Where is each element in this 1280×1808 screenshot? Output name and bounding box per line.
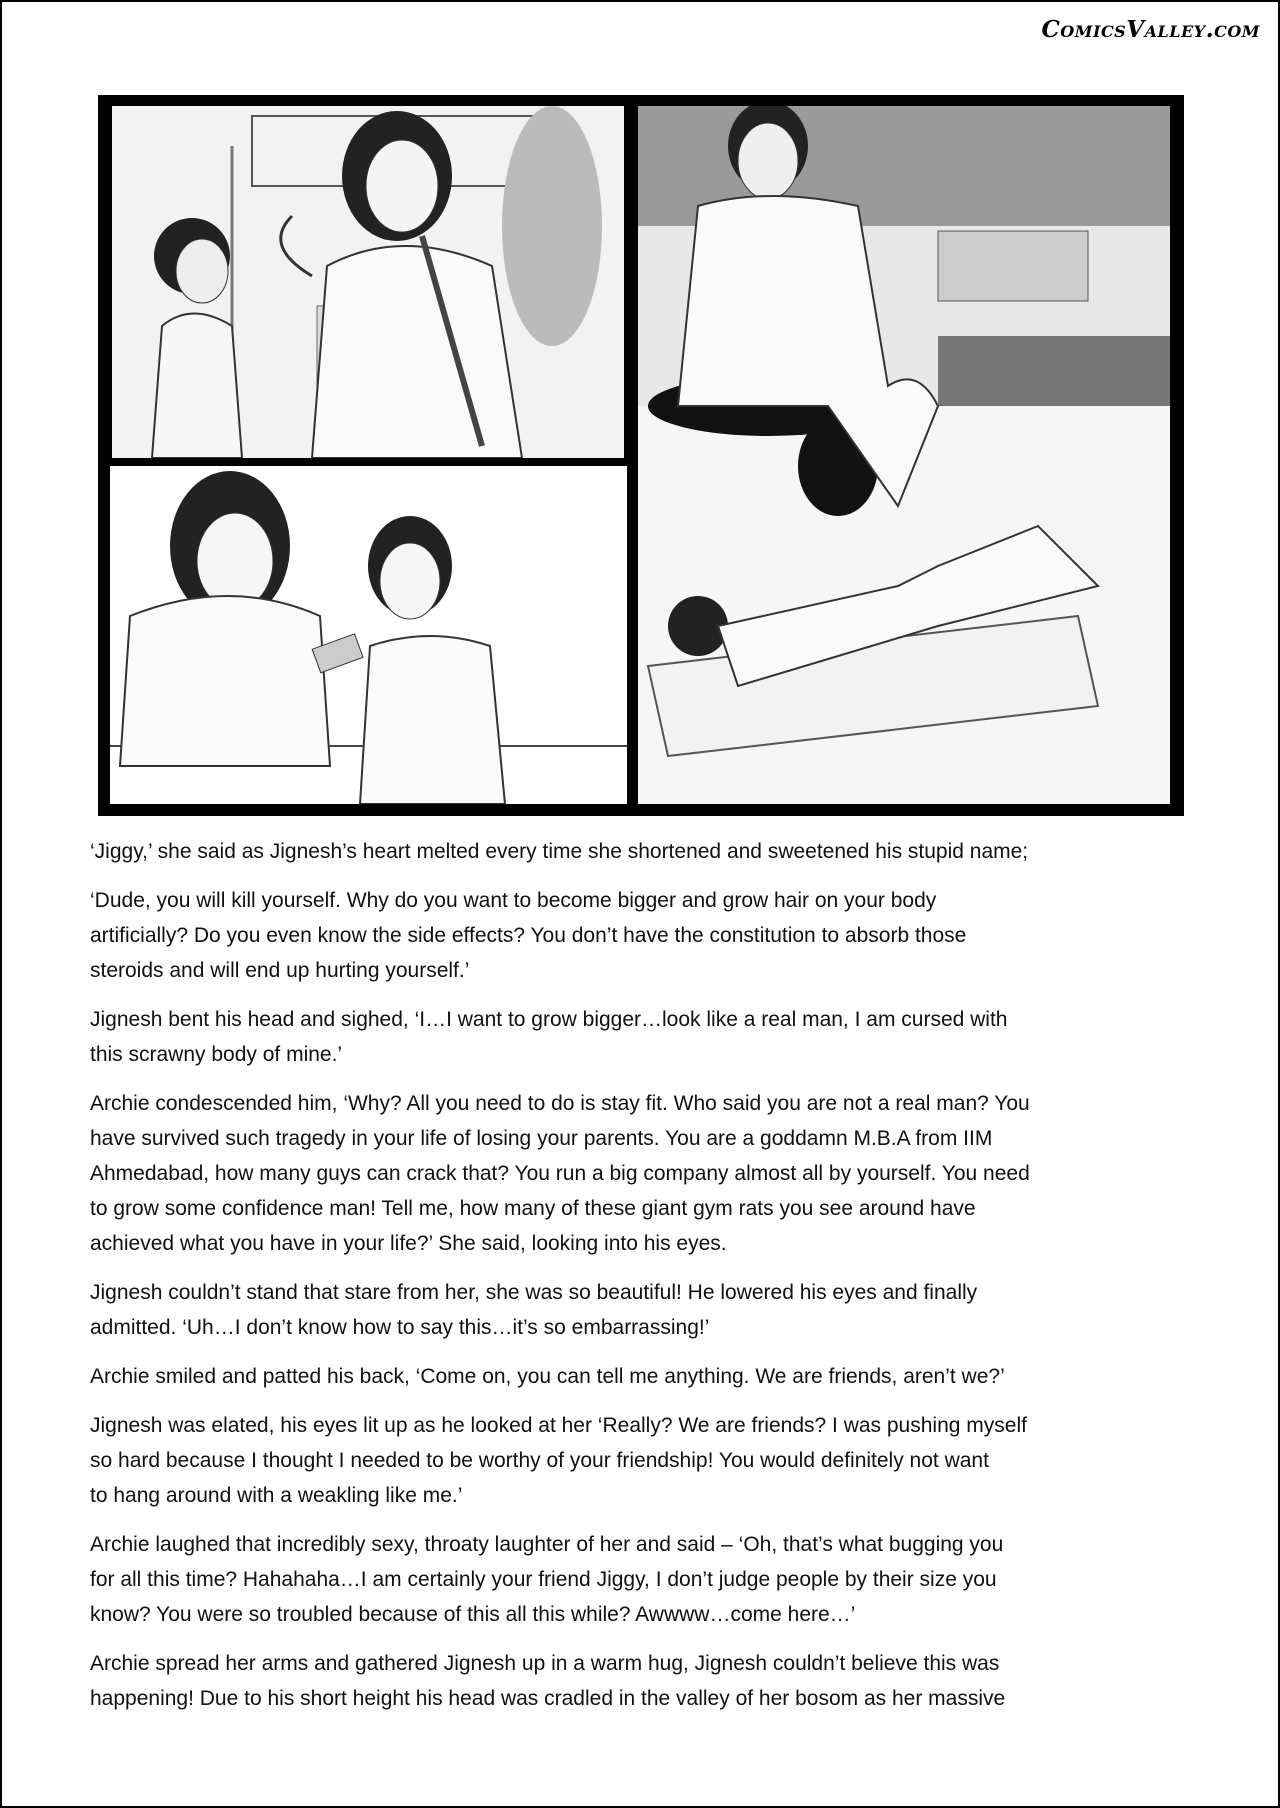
- story-line: achieved what you have in your life?’ She said, looking into his eyes.: [90, 1232, 727, 1255]
- site-logo: ComicsValley.com: [1041, 16, 1260, 43]
- story-line: Archie laughed that incredibly sexy, throaty laughter of her and said – ‘Oh, that’s what bugging you: [90, 1533, 1004, 1556]
- story-line: Jignesh was elated, his eyes lit up as he looked at her ‘Really? We are friends? I was pushing myself: [90, 1414, 1027, 1437]
- story-line: admitted. ‘Uh…I don’t know how to say this…it’s so embarrassing!’: [90, 1316, 710, 1339]
- comic-panel-money-handoff: [110, 466, 627, 804]
- story-line: this scrawny body of mine.’: [90, 1043, 343, 1066]
- story-line: ‘Jiggy,’ she said as Jignesh’s heart melted every time she shortened and sweetened his stupid name;: [90, 840, 1029, 863]
- comic-panel-grid: [98, 95, 1184, 816]
- story-line: Ahmedabad, how many guys can crack that? You run a big company almost all by yourself. You need: [90, 1162, 1030, 1185]
- story-line: steroids and will end up hurting yourself.’: [90, 959, 470, 982]
- story-paragraph: [90, 834, 1250, 869]
- story-line: know? You were so troubled because of this all this while? Awwww…come here…’: [90, 1603, 856, 1626]
- story-line: artificially? Do you even know the side effects? You don’t have the constitution to absorb those: [90, 924, 967, 947]
- story-line: happening! Due to his short height his head was cradled in the valley of her bosom as her massive: [90, 1687, 1006, 1710]
- story-line: Jignesh couldn’t stand that stare from her, she was so beautiful! He lowered his eyes and finally: [90, 1281, 978, 1304]
- story-paragraph: [90, 1275, 1250, 1345]
- story-paragraph: [90, 1408, 1250, 1513]
- story-text: [90, 834, 1250, 1730]
- story-paragraph: [90, 1646, 1250, 1716]
- story-line: to hang around with a weakling like me.’: [90, 1484, 463, 1507]
- story-paragraph: [90, 883, 1250, 988]
- story-line: have survived such tragedy in your life of losing your parents. You are a goddamn M.B.A from IIM: [90, 1127, 993, 1150]
- story-paragraph: [90, 1002, 1250, 1072]
- story-line: Archie smiled and patted his back, ‘Come on, you can tell me anything. We are friends, aren’t we?’: [90, 1365, 1005, 1388]
- story-line: ‘Dude, you will kill yourself. Why do you want to become bigger and grow hair on your body: [90, 889, 937, 912]
- comic-panel-street-meeting: [112, 106, 624, 458]
- story-paragraph: [90, 1359, 1250, 1394]
- story-line: Archie condescended him, ‘Why? All you need to do is stay fit. Who said you are not a real man? You: [90, 1092, 1030, 1115]
- story-line: Jignesh bent his head and sighed, ‘I…I want to grow bigger…look like a real man, I am cursed with: [90, 1008, 1008, 1031]
- story-line: so hard because I thought I needed to be worthy of your friendship! You would definitely not want: [90, 1449, 989, 1472]
- story-line: for all this time? Hahahaha…I am certainly your friend Jiggy, I don’t judge people by their size you: [90, 1568, 997, 1591]
- story-paragraph: [90, 1527, 1250, 1632]
- story-paragraph: [90, 1086, 1250, 1261]
- comic-panel-gym-situps: [638, 106, 1170, 804]
- story-line: Archie spread her arms and gathered Jignesh up in a warm hug, Jignesh couldn’t believe this was: [90, 1652, 1000, 1675]
- story-line: to grow some confidence man! Tell me, how many of these giant gym rats you see around have: [90, 1197, 976, 1220]
